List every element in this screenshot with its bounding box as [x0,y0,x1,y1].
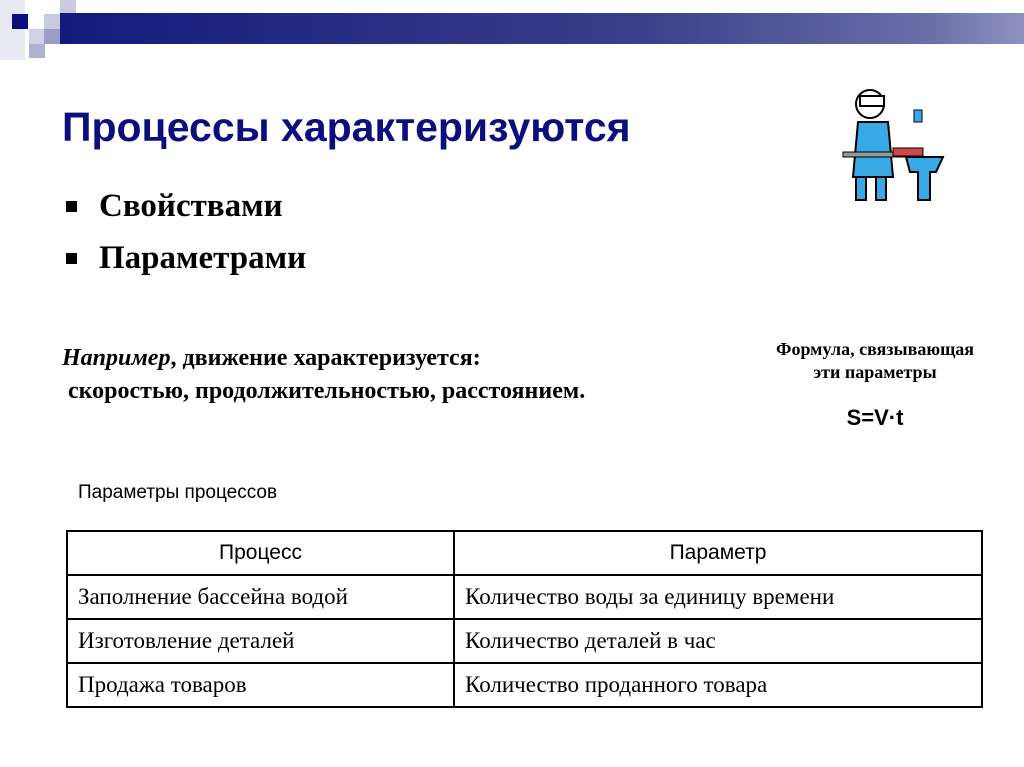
square-bullet-icon [66,253,77,264]
cell-process: Продажа товаров [67,663,454,707]
header-process: Процесс [67,531,454,575]
example-text [62,342,585,408]
square-bullet-icon [66,201,77,212]
cell-parameter: Количество деталей в час [454,619,982,663]
header-parameter: Параметр [454,531,982,575]
example-line1: , движение характеризуется: [170,345,481,371]
bullet-item [66,188,283,225]
formula-equation: S=V·t [846,405,904,430]
cell-process: Изготовление деталей [67,619,454,663]
table-header-row [67,531,982,575]
formula-caption-line2: эти параметры [813,362,937,382]
slide-title: Процессы характеризуются [62,104,631,150]
cell-process: Заполнение бассейна водой [67,575,454,619]
formula-caption-line1: Формула, связывающая [775,339,975,359]
table-row [67,575,982,619]
process-table [66,530,983,708]
example-label: Например [62,345,171,371]
bullet-text: Параметрами [99,240,307,276]
cell-parameter: Количество проданного товара [454,663,982,707]
table-row [67,619,982,663]
bullet-item [66,240,306,277]
formula-caption [740,338,1010,384]
table-row [67,663,982,707]
example-line2: скоростью, продолжительностью, расстоянием. [68,378,586,404]
table-caption: Параметры процессов [78,482,278,503]
worker-clipart-icon [838,82,948,207]
cell-parameter: Количество воды за единицу времени [454,575,982,619]
bullet-text: Свойствами [99,188,283,224]
